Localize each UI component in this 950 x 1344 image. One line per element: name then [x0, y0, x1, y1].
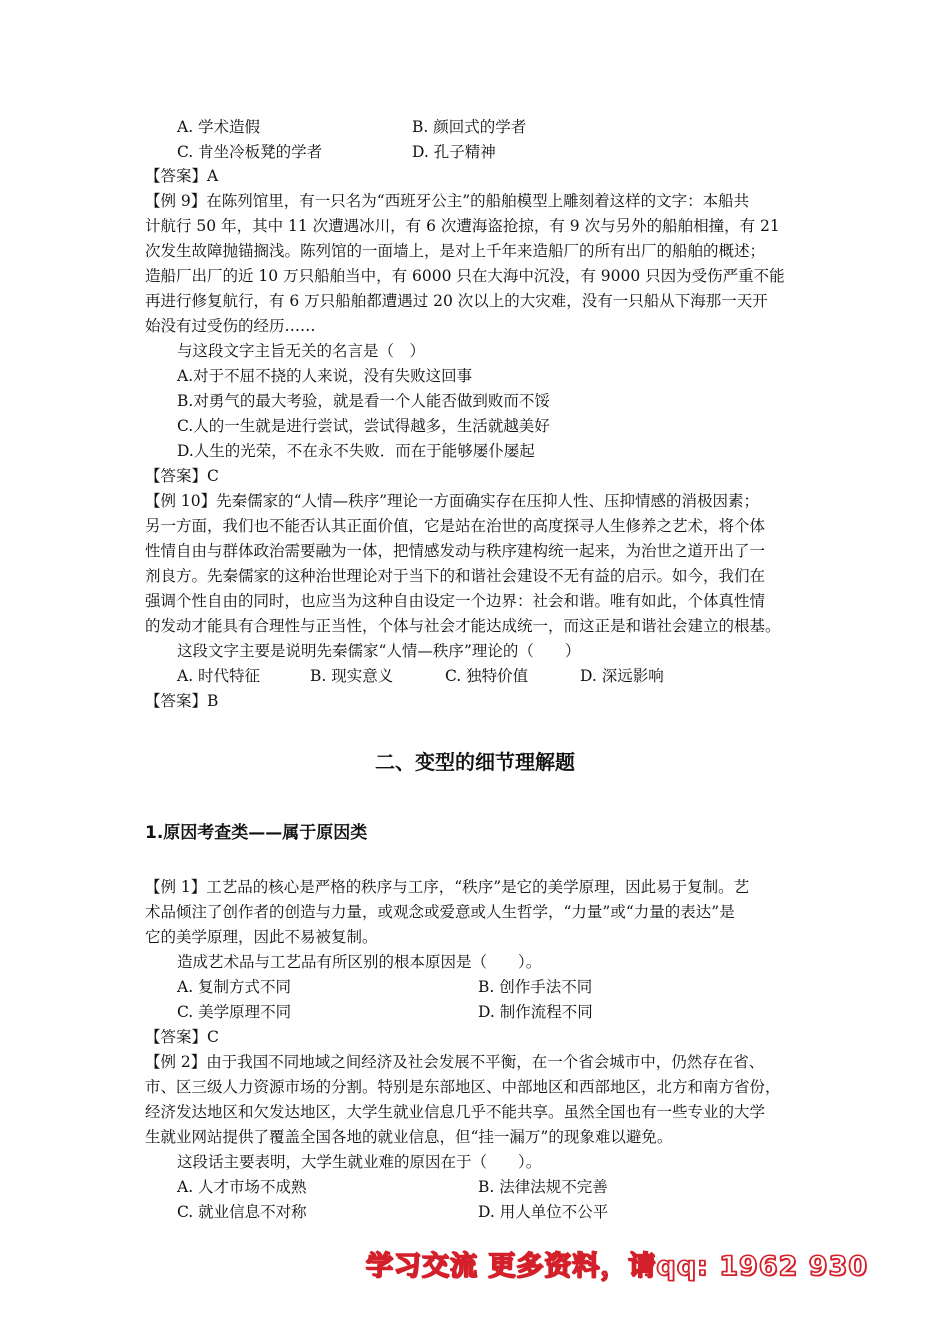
- option-c: C. 肯坐冷板凳的学者: [177, 143, 323, 161]
- paragraph-line: 【例 2】由于我国不同地域之间经济及社会发展不平衡，在一个省会城市中，仍然存在省、: [145, 1053, 765, 1071]
- option-b: B. 创作手法不同: [478, 978, 593, 996]
- option-d: D. 用人单位不公平: [478, 1203, 609, 1221]
- option-a: A. 人才市场不成熟: [177, 1178, 307, 1196]
- answer: 【答案】C: [145, 467, 219, 485]
- option-c: C. 美学原理不同: [177, 1003, 292, 1021]
- paragraph-line: 市、区三级人力资源市场的分割。特别是东部地区、中部地区和西部地区，北方和南方省份，: [145, 1078, 781, 1096]
- paragraph-line: 它的美学原理，因此不易被复制。: [145, 928, 378, 946]
- paragraph-line: 经济发达地区和欠发达地区，大学生就业信息几乎不能共享。虽然全国也有一些专业的大学: [145, 1103, 766, 1121]
- paragraph-line: 再进行修复航行，有 6 万只船舶都遭遇过 20 次以上的大灾难，没有一只船从下海那一天开: [145, 292, 768, 310]
- question: 与这段文字主旨无关的名言是（ ）: [177, 342, 426, 360]
- option-c: C. 就业信息不对称: [177, 1203, 307, 1221]
- watermark-text: 学习交流 更多资料，请qq: 1962 930: [366, 1251, 869, 1282]
- question: 造成艺术品与工艺品有所区别的根本原因是（ ）。: [177, 953, 542, 971]
- option-a: A.对于不屈不挠的人来说，没有失败这回事: [177, 367, 473, 385]
- answer: 【答案】C: [145, 1028, 219, 1046]
- option-d: D.人生的光荣，不在永不失败．而在于能够屡仆屡起: [177, 442, 535, 460]
- option-c: C.人的一生就是进行尝试，尝试得越多，生活就越美好: [177, 417, 550, 435]
- answer: 【答案】A: [145, 167, 219, 185]
- option-a: A. 学术造假: [177, 118, 261, 136]
- paragraph-line: 【例 10】先秦儒家的“人情—秩序”理论一方面确实存在压抑人性、压抑情感的消极因素；: [145, 492, 760, 510]
- option-a: A. 复制方式不同: [177, 978, 292, 996]
- option-b: B.对勇气的最大考验，就是看一个人能否做到败而不馁: [177, 392, 550, 410]
- paragraph-line: 另一方面，我们也不能否认其正面价值，它是站在治世的高度探寻人生修养之艺术，将个体: [145, 517, 766, 535]
- option-b: B. 现实意义: [310, 667, 394, 685]
- paragraph-line: 生就业网站提供了覆盖全国各地的就业信息，但“挂一漏万”的现象难以避免。: [145, 1128, 673, 1146]
- paragraph-line: 剂良方。先秦儒家的这种治世理论对于当下的和谐社会建设不无有益的启示。如今，我们在: [145, 567, 766, 585]
- paragraph-line: 始没有过受伤的经历……: [145, 317, 316, 335]
- option-c: C. 独特价值: [445, 667, 529, 685]
- answer: 【答案】B: [145, 692, 219, 710]
- option-a: A. 时代特征: [177, 667, 261, 685]
- subsection-title: 1.原因考查类——属于原因类: [145, 823, 368, 843]
- paragraph-line: 计航行 50 年，其中 11 次遭遇冰川，有 6 次遭海盗抢掠，有 9 次与另外的船舶相撞，有 21: [145, 217, 780, 235]
- paragraph-line: 术品倾注了创作者的创造与力量，或观念或爱意或人生哲学，“力量”或“力量的表达”是: [145, 903, 735, 921]
- paragraph-line: 的发动才能具有合理性与正当性，个体与社会才能达成统一，而这正是和谐社会建立的根基。: [145, 617, 781, 635]
- option-b: B. 颜回式的学者: [412, 118, 527, 136]
- paragraph-line: 【例 1】工艺品的核心是严格的秩序与工序，“秩序”是它的美学原理，因此易于复制。艺: [145, 878, 750, 896]
- option-d: D. 深远影响: [580, 667, 664, 685]
- question: 这段文字主要是说明先秦儒家“人情—秩序”理论的（ ）: [177, 642, 581, 660]
- paragraph-line: 性情自由与群体政治需要融为一体，把情感发动与秩序建构统一起来，为治世之道开出了一: [145, 542, 766, 560]
- paragraph-line: 次发生故障抛锚搁浅。陈列馆的一面墙上，是对上千年来造船厂的所有出厂的船舶的概述；: [145, 242, 766, 260]
- option-d: D. 制作流程不同: [478, 1003, 593, 1021]
- question: 这段话主要表明，大学生就业难的原因在于（ ）。: [177, 1153, 542, 1171]
- paragraph-line: 【例 9】在陈列馆里，有一只名为“西班牙公主”的船舶模型上雕刻着这样的文字：本船共: [145, 192, 750, 210]
- option-b: B. 法律法规不完善: [478, 1178, 608, 1196]
- option-d: D. 孔子精神: [412, 143, 496, 161]
- paragraph-line: 强调个性自由的同时，也应当为这种自由设定一个边界：社会和谐。唯有如此，个体真性情: [145, 592, 766, 610]
- paragraph-line: 造船厂出厂的近 10 万只船舶当中，有 6000 只在大海中沉没，有 9000 只因为受伤严重不能: [145, 267, 785, 285]
- section-title: 二、变型的细节理解题: [375, 750, 575, 774]
